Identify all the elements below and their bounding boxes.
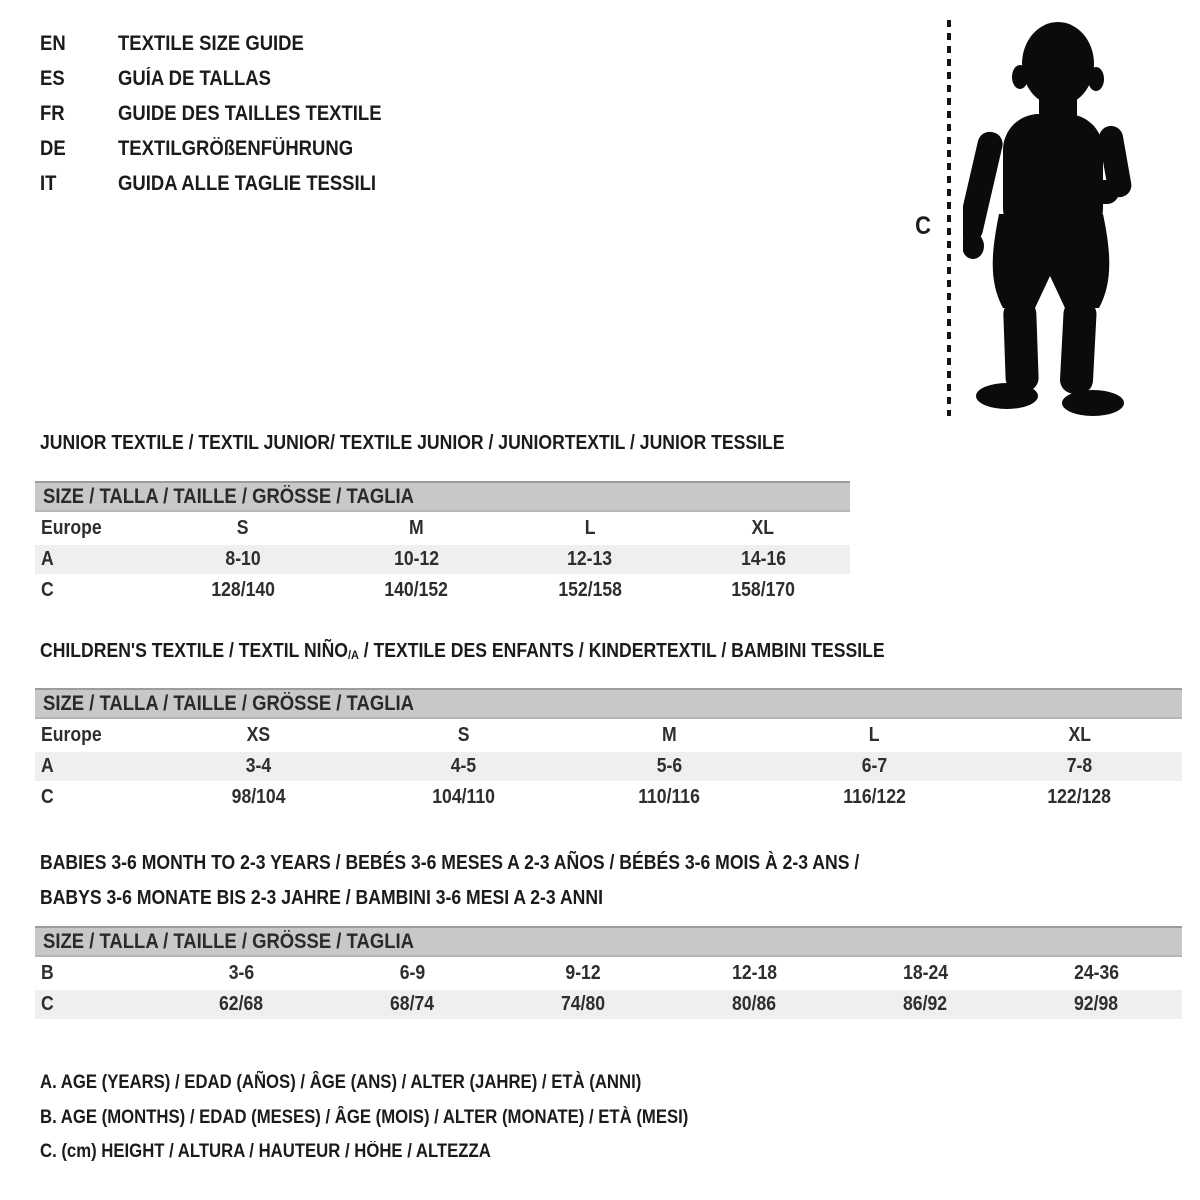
age-cell: 3-6	[228, 962, 255, 984]
age-cell: 8-10	[225, 548, 261, 570]
language-code: ES	[40, 67, 65, 90]
row-label: Europe	[41, 517, 102, 539]
language-code: EN	[40, 32, 66, 55]
row-label: Europe	[41, 724, 102, 746]
height-cell: 122/128	[1047, 786, 1112, 808]
size-cell: M	[661, 724, 677, 746]
guide-title: TEXTILE SIZE GUIDE	[118, 32, 304, 55]
junior-section-title: JUNIOR TEXTILE / TEXTIL JUNIOR/ TEXTILE JUNIOR / JUNIORTEXTIL / JUNIOR TESSILE	[40, 432, 785, 454]
height-cell: 62/68	[219, 993, 264, 1015]
height-cell: 92/98	[1074, 993, 1119, 1015]
size-cell: S	[236, 517, 249, 539]
age-cell: 18-24	[902, 962, 949, 984]
size-cell: L	[868, 724, 880, 746]
language-row	[40, 166, 417, 201]
table-row-europe	[35, 721, 1182, 750]
size-cell: S	[457, 724, 470, 746]
table-row-height	[35, 576, 850, 605]
height-cell: 116/122	[842, 786, 906, 808]
height-cell: 158/170	[731, 579, 796, 601]
language-code: IT	[40, 172, 57, 195]
legend-line-b: B. AGE (MONTHS) / EDAD (MESES) / ÂGE (MOIS) / ALTER (MONATE) / ETÀ (MESI)	[40, 1106, 689, 1128]
language-code: FR	[40, 102, 65, 125]
age-cell: 24-36	[1073, 962, 1120, 984]
height-cell: 140/152	[384, 579, 449, 601]
height-cell: 98/104	[231, 786, 286, 808]
guide-title: GUIDA ALLE TAGLIE TESSILI	[118, 172, 377, 195]
age-cell: 5-6	[656, 755, 682, 777]
language-row	[40, 26, 417, 61]
babies-size-table	[35, 926, 1182, 1019]
table-row-age	[35, 545, 850, 574]
age-cell: 14-16	[740, 548, 786, 570]
age-cell: 3-4	[245, 755, 272, 777]
age-cell: 12-13	[567, 548, 613, 570]
height-cell: 80/86	[732, 993, 777, 1015]
guide-title: TEXTILGRÖßENFÜHRUNG	[118, 137, 354, 160]
guide-title: GUÍA DE TALLAS	[118, 67, 271, 90]
size-cell: L	[584, 517, 596, 539]
height-cell: 86/92	[903, 993, 948, 1015]
height-measure-label: C	[915, 212, 931, 240]
row-label: A	[41, 548, 54, 570]
age-cell: 4-5	[451, 755, 477, 777]
age-cell: 12-18	[731, 962, 778, 984]
row-label: C	[41, 579, 54, 601]
age-cell: 10-12	[393, 548, 439, 570]
language-code: DE	[40, 137, 66, 160]
legend-line-c: C. (cm) HEIGHT / ALTURA / HAUTEUR / HÖHE / ALTEZZA	[40, 1141, 491, 1162]
junior-size-table	[35, 481, 850, 605]
height-cell: 128/140	[210, 579, 275, 601]
toddler-silhouette	[963, 14, 1137, 416]
table-row-age-months	[35, 959, 1182, 988]
children-section-title: CHILDREN'S TEXTILE / TEXTIL NIÑO/A / TEXTILE DES ENFANTS / KINDERTEXTIL / BAMBINI TESSILE	[40, 640, 885, 662]
height-cell: 74/80	[561, 993, 606, 1015]
children-size-table	[35, 688, 1182, 812]
table-row-age	[35, 752, 1182, 781]
language-row	[40, 61, 417, 96]
table-row-europe	[35, 514, 850, 543]
size-cell: XL	[752, 517, 775, 539]
size-cell: M	[408, 517, 424, 539]
height-cell: 152/158	[557, 579, 622, 601]
table-row-height	[35, 990, 1182, 1019]
nino-a-subscript: /A	[347, 647, 359, 662]
row-label: C	[41, 786, 54, 808]
height-cell: 68/74	[390, 993, 435, 1015]
guide-title: GUIDE DES TAILLES TEXTILE	[118, 102, 382, 125]
age-cell: 7-8	[1066, 755, 1093, 777]
row-label: C	[41, 993, 54, 1015]
language-row	[40, 131, 417, 166]
size-header-bar: SIZE / TALLA / TAILLE / GRÖSSE / TAGLIA	[35, 481, 850, 512]
age-cell: 6-7	[861, 755, 887, 777]
language-title-list	[40, 26, 417, 201]
language-row	[40, 96, 417, 131]
size-header-bar: SIZE / TALLA / TAILLE / GRÖSSE / TAGLIA	[35, 688, 1182, 719]
row-label: B	[41, 962, 54, 984]
age-cell: 9-12	[565, 962, 602, 984]
legend-line-a: A. AGE (YEARS) / EDAD (AÑOS) / ÂGE (ANS) / ALTER (JAHRE) / ETÀ (ANNI)	[40, 1072, 642, 1093]
measurement-legend	[40, 1066, 777, 1170]
height-measure-dashed-line	[947, 20, 951, 416]
size-cell: XS	[246, 724, 271, 746]
height-cell: 104/110	[432, 786, 496, 808]
size-header-bar: SIZE / TALLA / TAILLE / GRÖSSE / TAGLIA	[35, 926, 1182, 957]
babies-section-title: BABIES 3-6 MONTH TO 2-3 YEARS / BEBÉS 3-6 MESES A 2-3 AÑOS / BÉBÉS 3-6 MOIS À 2-3 ANS / BABYS 3-6 MONATE BIS 2-3 JAHRE / BAMBINI 3-6 MESI A 2-3 ANNI	[40, 852, 860, 909]
row-label: A	[41, 755, 54, 777]
height-cell: 110/116	[638, 786, 700, 808]
table-row-height	[35, 783, 1182, 812]
age-cell: 6-9	[399, 962, 426, 984]
size-cell: XL	[1068, 724, 1091, 746]
